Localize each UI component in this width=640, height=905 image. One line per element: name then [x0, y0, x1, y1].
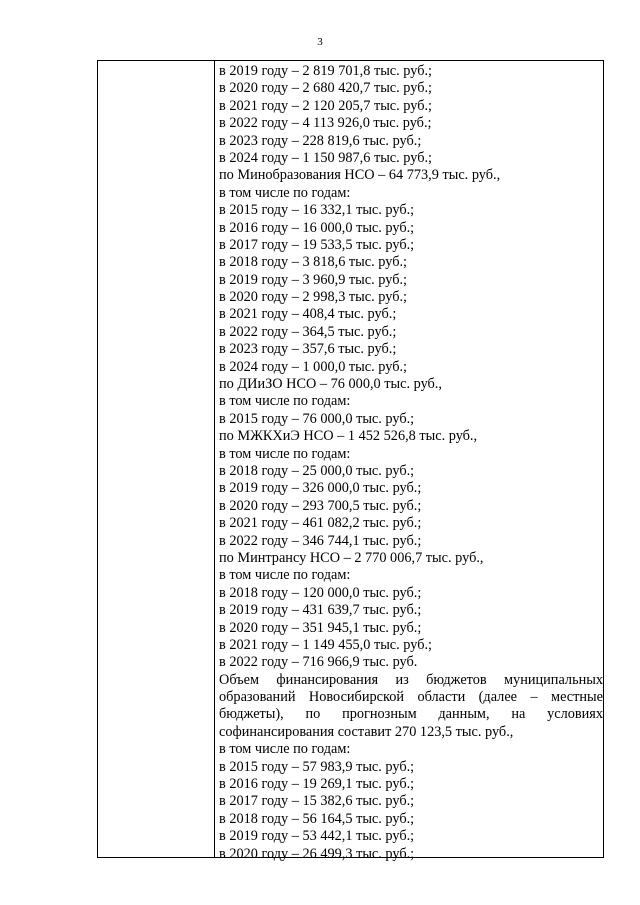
financing-line: в 2021 году – 2 120 205,7 тыс. руб.;	[219, 97, 433, 114]
financing-line: по ДИиЗО НСО – 76 000,0 тыс. руб.,	[219, 376, 442, 393]
financing-table	[97, 60, 604, 862]
financing-line: в 2018 году – 3 818,6 тыс. руб.;	[219, 254, 408, 271]
financing-line: в 2022 году – 346 744,1 тыс. руб.;	[219, 532, 422, 549]
financing-line: в 2018 году – 120 000,0 тыс. руб.;	[219, 584, 422, 601]
financing-lines-after	[219, 741, 603, 863]
financing-line: в 2023 году – 228 819,6 тыс. руб.;	[219, 132, 422, 149]
financing-line: в 2022 году – 364,5 тыс. руб.;	[219, 323, 397, 340]
financing-line: в 2019 году – 326 000,0 тыс. руб.;	[219, 480, 422, 497]
financing-line: в том числе по годам:	[219, 567, 351, 584]
financing-line: в 2022 году – 4 113 926,0 тыс. руб.;	[219, 115, 432, 132]
financing-lines-before	[219, 63, 603, 672]
financing-line: в 2020 году – 26 499,3 тыс. руб.;	[219, 845, 415, 862]
financing-cell	[219, 63, 603, 863]
financing-line: в 2019 году – 3 960,9 тыс. руб.;	[219, 271, 408, 288]
financing-line: в 2024 году – 1 150 987,6 тыс. руб.;	[219, 149, 433, 166]
financing-line: по МЖКХиЭ НСО – 1 452 526,8 тыс. руб.,	[219, 428, 478, 445]
financing-line: в 2019 году – 431 639,7 тыс. руб.;	[219, 602, 422, 619]
financing-line: в 2021 году – 461 082,2 тыс. руб.;	[219, 515, 422, 532]
financing-line: в 2015 году – 76 000,0 тыс. руб.;	[219, 410, 415, 427]
financing-line: в 2022 году – 716 966,9 тыс. руб.	[219, 654, 418, 671]
financing-line: в том числе по годам:	[219, 393, 351, 410]
financing-line: по Минобразования НСО – 64 773,9 тыс. руб.,	[219, 167, 501, 184]
financing-line: в 2017 году – 15 382,6 тыс. руб.;	[219, 793, 415, 810]
financing-line: в том числе по годам:	[219, 741, 351, 758]
financing-line: в 2023 году – 357,6 тыс. руб.;	[219, 341, 397, 358]
financing-line: в 2015 году – 16 332,1 тыс. руб.;	[219, 202, 415, 219]
financing-line: в 2024 году – 1 000,0 тыс. руб.;	[219, 358, 408, 375]
financing-line: в 2021 году – 1 149 455,0 тыс. руб.;	[219, 636, 433, 653]
financing-line: в 2019 году – 53 442,1 тыс. руб.;	[219, 828, 415, 845]
local-budget-paragraph: Объем финансирования из бюджетов муниципальных образований Новосибирской области (далее – местные бюджеты), по прогнозным данным, на условиях софинансирования составит 270 123,5 тыс. руб.,	[219, 671, 603, 740]
financing-line: в 2021 году – 408,4 тыс. руб.;	[219, 306, 397, 323]
column-divider	[214, 61, 215, 857]
financing-line: по Минтрансу НСО – 2 770 006,7 тыс. руб.,	[219, 549, 484, 566]
page-number: 3	[317, 36, 323, 48]
financing-line: в 2020 году – 293 700,5 тыс. руб.;	[219, 497, 422, 514]
financing-line: в 2015 году – 57 983,9 тыс. руб.;	[219, 758, 415, 775]
financing-line: в том числе по годам:	[219, 184, 351, 201]
financing-line: в том числе по годам:	[219, 445, 351, 462]
financing-line: в 2020 году – 2 998,3 тыс. руб.;	[219, 289, 408, 306]
financing-line: в 2016 году – 19 269,1 тыс. руб.;	[219, 776, 415, 793]
financing-line: в 2017 году – 19 533,5 тыс. руб.;	[219, 236, 415, 253]
financing-line: в 2018 году – 56 164,5 тыс. руб.;	[219, 810, 415, 827]
financing-line: в 2018 году – 25 000,0 тыс. руб.;	[219, 462, 415, 479]
financing-line: в 2016 году – 16 000,0 тыс. руб.;	[219, 219, 415, 236]
financing-line: в 2020 году – 2 680 420,7 тыс. руб.;	[219, 80, 433, 97]
financing-line: в 2019 году – 2 819 701,8 тыс. руб.;	[219, 63, 433, 79]
financing-line: в 2020 году – 351 945,1 тыс. руб.;	[219, 619, 422, 636]
